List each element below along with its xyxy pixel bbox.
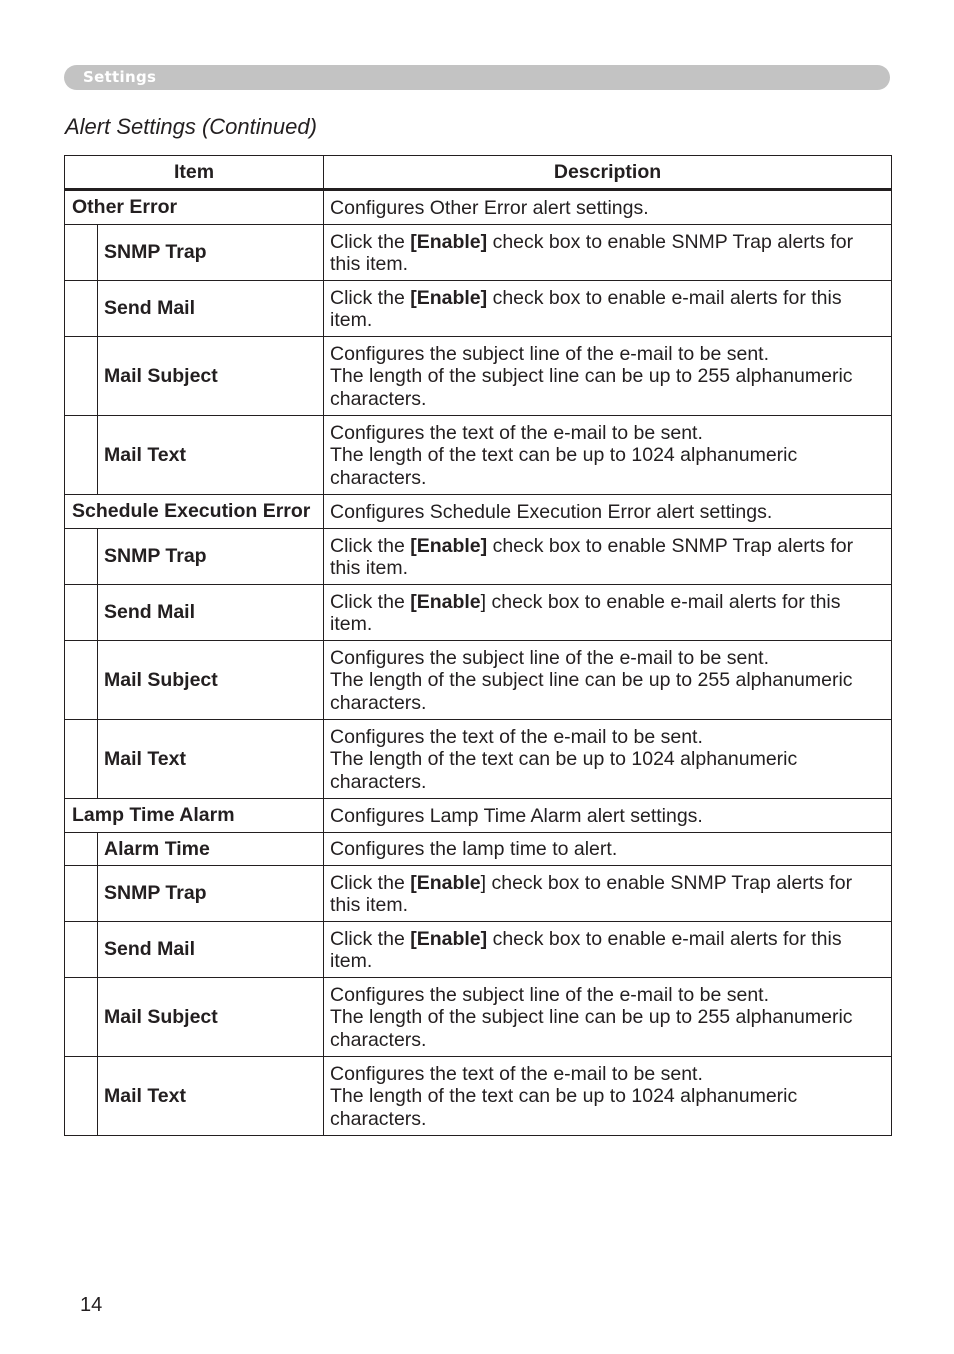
desc-text: Click the [330, 230, 411, 253]
enable-label: [Enable] [410, 534, 488, 557]
item-description [324, 978, 892, 1057]
page-number: 14 [80, 1294, 103, 1316]
desc-line: Configures the text of the e-mail to be sent. [330, 725, 703, 748]
table-row [65, 720, 892, 799]
table-row [65, 641, 892, 720]
table-row [65, 922, 892, 978]
alert-settings-table [64, 155, 892, 1136]
group-description: Configures Schedule Execution Error alert settings. [324, 495, 892, 529]
group-name: Schedule Execution Error [65, 495, 324, 529]
item-name: Mail Text [98, 416, 324, 495]
enable-label: [Enable] [410, 286, 488, 309]
item-description [324, 585, 892, 641]
table-row [65, 529, 892, 585]
group-description: Configures Lamp Time Alarm alert settings. [324, 799, 892, 833]
desc-line: The length of the text can be up to 1024 alphanumeric characters. [330, 444, 798, 489]
desc-text: check box to enable e-mail alerts for this item. [330, 927, 842, 972]
section-header-bar [64, 65, 890, 90]
desc-text: Click the [330, 286, 411, 309]
desc-text: check box to enable SNMP Trap alerts for this item. [330, 230, 854, 275]
item-description [324, 337, 892, 416]
indent-cell [65, 1057, 98, 1136]
desc-text: Click the [330, 590, 411, 613]
group-row [65, 799, 892, 833]
column-header-item: Item [65, 156, 324, 190]
indent-cell [65, 641, 98, 720]
desc-line: Configures the text of the e-mail to be sent. [330, 421, 703, 444]
item-name: Mail Subject [98, 978, 324, 1057]
item-description [324, 720, 892, 799]
indent-cell [65, 529, 98, 585]
indent-cell [65, 416, 98, 495]
desc-line: Configures the text of the e-mail to be sent. [330, 1062, 703, 1085]
item-description [324, 641, 892, 720]
group-row [65, 495, 892, 529]
item-description: Configures the lamp time to alert. [324, 833, 892, 866]
item-name: Mail Subject [98, 641, 324, 720]
column-header-description: Description [324, 156, 892, 190]
indent-cell [65, 720, 98, 799]
item-name: Alarm Time [98, 833, 324, 866]
item-description [324, 922, 892, 978]
table-row [65, 978, 892, 1057]
table-row [65, 866, 892, 922]
item-name: Mail Subject [98, 337, 324, 416]
item-name: Send Mail [98, 281, 324, 337]
item-description [324, 416, 892, 495]
item-description [324, 281, 892, 337]
enable-label: [Enable] [410, 230, 488, 253]
desc-text: ] check box to enable e-mail alerts for this item. [330, 590, 841, 635]
section-title: Alert Settings (Continued) [65, 114, 317, 139]
desc-text: check box to enable SNMP Trap alerts for this item. [330, 534, 854, 579]
item-description [324, 1057, 892, 1136]
group-name: Lamp Time Alarm [65, 799, 324, 833]
item-name: Send Mail [98, 922, 324, 978]
indent-cell [65, 866, 98, 922]
indent-cell [65, 978, 98, 1057]
desc-text: ] check box to enable SNMP Trap alerts for this item. [330, 871, 853, 916]
enable-label: [Enable] [410, 927, 488, 950]
desc-line: The length of the text can be up to 1024 alphanumeric characters. [330, 1085, 798, 1130]
table-row [65, 416, 892, 495]
section-header-label: Settings [83, 68, 157, 86]
table-row [65, 337, 892, 416]
indent-cell [65, 585, 98, 641]
group-row [65, 190, 892, 225]
indent-cell [65, 833, 98, 866]
desc-text: Click the [330, 871, 411, 894]
item-description [324, 529, 892, 585]
item-name: Send Mail [98, 585, 324, 641]
item-name: Mail Text [98, 720, 324, 799]
table-row [65, 1057, 892, 1136]
item-name: SNMP Trap [98, 225, 324, 281]
desc-line: The length of the text can be up to 1024 alphanumeric characters. [330, 748, 798, 793]
desc-line: The length of the subject line can be up to 255 alphanumeric characters. [330, 1006, 853, 1051]
desc-line: The length of the subject line can be up to 255 alphanumeric characters. [330, 365, 853, 410]
indent-cell [65, 281, 98, 337]
table-row [65, 585, 892, 641]
desc-text: Click the [330, 534, 411, 557]
enable-label: [Enable [410, 590, 481, 613]
group-description: Configures Other Error alert settings. [324, 190, 892, 225]
item-description [324, 225, 892, 281]
desc-line: The length of the subject line can be up to 255 alphanumeric characters. [330, 669, 853, 714]
item-name: SNMP Trap [98, 529, 324, 585]
item-name: SNMP Trap [98, 866, 324, 922]
item-description [324, 866, 892, 922]
desc-line: Configures the subject line of the e-mail to be sent. [330, 342, 770, 365]
group-name: Other Error [65, 190, 324, 225]
desc-line: Configures the subject line of the e-mail to be sent. [330, 983, 770, 1006]
desc-text: check box to enable e-mail alerts for this item. [330, 286, 842, 331]
item-name: Mail Text [98, 1057, 324, 1136]
table-header-row [65, 156, 892, 190]
indent-cell [65, 337, 98, 416]
desc-line: Configures the subject line of the e-mail to be sent. [330, 646, 770, 669]
table-row [65, 281, 892, 337]
desc-text: Click the [330, 927, 411, 950]
table-row [65, 225, 892, 281]
table-row [65, 833, 892, 866]
indent-cell [65, 225, 98, 281]
indent-cell [65, 922, 98, 978]
enable-label: [Enable [410, 871, 481, 894]
